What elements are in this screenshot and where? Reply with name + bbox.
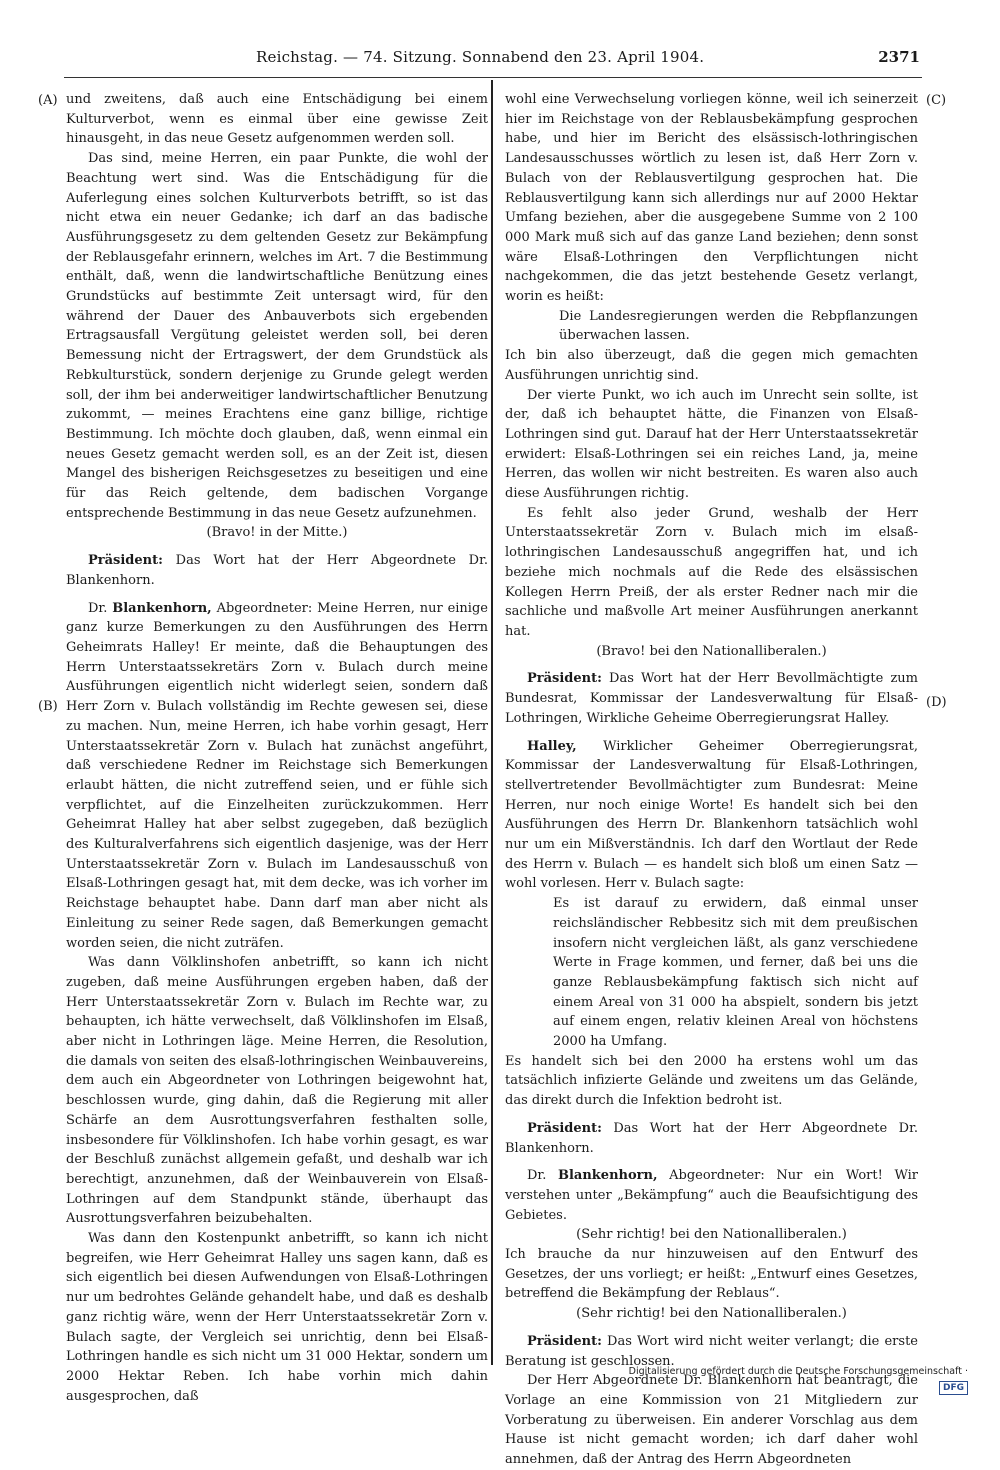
paragraph: [66, 523, 488, 543]
paragraph-text: Ich brauche da nur hinzuweisen auf den Entwurf des Gesetzes, der uns vorliegt; er heißt: „Entwurf eines Gesetzes, betreffend die Bekämpfung der Reblaus“.: [505, 1247, 918, 1302]
speaker-title: Dr.: [88, 600, 113, 616]
paragraph-text: Abgeordneter: Meine Herren, nur einige ganz kurze Bemerkungen zu den Ausführungen des Herrn Geheimrats Halley! Er meinte, daß die Behauptungen des Herrn Unterstaatssekretärs Zorn v. Bulach durch meine Ausführungen eigentlich nicht widerlegt seien, sondern daß Herr Zorn v. Bulach vollständig im Rechte gewesen sei, diese zu machen. Nun, meine Herren, ich habe vorhin gesagt, Herr Unterstaatssekretär Zorn v. Bulach hat zunächst angeführt, daß verschiedene Redner im Reichstage sich Bemerkungen erlaubt hätten, die nicht zutreffend seien, und er fühle sich verpflichtet, auf die Einzelheiten zurückzukommen. Herr Geheimrat Halley hat aber selbst zugegeben, daß bezüglich des Kulturalverfahrens sich eigentlich dasjenige, was der Herr Unterstaatssekretär Zorn v. Bulach im Landesausschuß von Elsaß-Lothringen gesagt hat, mit dem decke, was ich vorher im Reichstage behauptet habe. Dann darf man aber nicht als Einleitung zu seiner Rede sagen, daß Bemerkungen gemacht worden seien, die nicht zuträfen.: [66, 600, 488, 951]
paragraph-text: wohl eine Verwechselung vorliegen könne, weil ich seinerzeit hier im Reichstage von der Reblausbekämpfung gesprochen habe, und hier im Bericht des elsässisch-lothringischen Landesausschusses wörtlich zu lesen ist, daß Herr Zorn v. Bulach von der Reblausvertilgung gesprochen hat. Die Reblausvertilgung kann sich allerdings nur auf 2000 Hektar Umfang beziehen, aber die ausgegebene Summe von 2 100 000 Mark muß sich auf das ganze Land beziehen; denn sonst wäre Elsaß-Lothringen den Verpflichtungen nicht nachgekommen, die das jetzt bestehende Gesetz verlangt, worin es heißt:: [505, 92, 918, 305]
paragraph-text: Das Wort wird nicht weiter verlangt; die erste Beratung ist geschlossen.: [505, 1333, 918, 1369]
left-column: [66, 90, 488, 1406]
paragraph-text: Was dann den Kostenpunkt anbetrifft, so kann ich nicht begreifen, wie Herr Geheimrat Halley uns sagen kann, daß es sich eigentlich bei diesen Aufwendungen von Elsaß-Lothringen nur um bedrohtes Gelände gehandelt habe, und daß es deshalb ganz richtig wäre, wenn der Herr Unterstaatssekretär Zorn v. Bulach sagte, der Vergleich sei unrichtig, denn bei Elsaß-Lothringen handle es sich nicht um 31 000 Hektar, sondern um 2000 Hektar Reben. Ich habe vorhin mich dahin ausgesprochen, daß: [66, 1231, 488, 1404]
paragraph: [505, 90, 918, 307]
page-header: [64, 44, 922, 70]
paragraph: [66, 149, 488, 523]
page-number: 2371: [878, 48, 920, 66]
paragraph-text: Es ist darauf zu erwidern, daß einmal unser reichsländischer Rebbesitz sich mit dem preußischen insofern nicht vergleichen läßt, als ganz verschiedene Werte in Frage kommen, und ferner, daß bei uns die ganze Reblausbekämpfung faktisch sich nicht auf einem Areal von 31 000 ha abspielt, sondern bis jetzt auf einem engen, relativ kleinen Areal von höchstens 2000 ha Umfang.: [553, 896, 918, 1050]
paragraph: [66, 599, 488, 954]
paragraph-text: Abgeordneter: Nur ein Wort! Wir verstehen unter „Bekämpfung“ auch die Beaufsichtigung des Gebietes.: [505, 1168, 918, 1223]
paragraph-text: (Sehr richtig! bei den Nationalliberalen.): [576, 1306, 847, 1322]
paragraph-text: Der Herr Abgeordnete Dr. Blankenhorn hat beantragt, die Vorlage an eine Kommission von 21 Mitgliedern zur Vorberatung zu überweisen. Ein anderer Vorschlag aus dem Hause ist nicht gemacht worden; ich darf daher wohl annehmen, daß der Antrag des Herrn Abgeordneten: [505, 1373, 918, 1468]
right-column: [505, 90, 918, 1470]
paragraph: [505, 642, 918, 662]
margin-marker-c: (C): [926, 93, 947, 108]
speaker-name: Halley,: [527, 738, 577, 754]
header-rule: [64, 77, 922, 78]
paragraph-text: Es handelt sich bei den 2000 ha erstens wohl um das tatsächlich infizierte Gelände und zweitens um das Gelände, das direkt durch die Infektion bedroht ist.: [505, 1053, 918, 1109]
paragraph-text: Der vierte Punkt, wo ich auch im Unrecht sein sollte, ist der, daß ich behauptet hätte, die Finanzen von Elsaß-Lothringen sind gut. Darauf hat der Herr Unterstaatssekretär erwidert: Elsaß-Lothringen sei ein reiches Land, ja, meine Herren, das wollen wir nicht bestreiten. Es waren also auch diese Ausführungen richtig.: [505, 387, 918, 502]
page-footer: Digitalisierung gefördert durch die Deutsche Forschungsgemeinschaft · DFG: [628, 1366, 968, 1393]
speaker-name: Blankenhorn,: [557, 1168, 658, 1184]
paragraph: [505, 386, 918, 504]
paragraph: [505, 1119, 918, 1158]
paragraph: [66, 551, 488, 590]
paragraph: [505, 737, 918, 895]
paragraph: [505, 504, 918, 642]
paragraph: [505, 1166, 918, 1225]
paragraph: [66, 90, 488, 149]
speaker-name: Präsident:: [527, 1333, 602, 1349]
margin-marker-a: (A): [38, 93, 58, 108]
paragraph-text: Das Wort hat der Herr Abgeordnete Dr. Blankenhorn.: [505, 1120, 918, 1156]
paragraph: [505, 1052, 918, 1111]
paragraph: [505, 1304, 918, 1324]
paragraph-text: Ich bin also überzeugt, daß die gegen mich gemachten Ausführungen unrichtig sind.: [505, 348, 918, 383]
dfg-logo: DFG: [939, 1381, 968, 1395]
column-divider: [491, 80, 493, 1365]
paragraph: [66, 1229, 488, 1406]
paragraph: [66, 953, 488, 1229]
paragraph-text: Es fehlt also jeder Grund, weshalb der Herr Unterstaatssekretär Zorn v. Bulach mich im elsaß-lothringischen Landesausschuß angegriffen hat, und ich beziehe mich nochmals auf die Rede des elsässischen Kollegen Herrn Preiß, der als erster Redner nach mir die sachliche und maßvolle Art meiner Ausführungen anerkannt hat.: [505, 505, 918, 639]
paragraph: [505, 669, 918, 728]
paragraph-text: (Sehr richtig! bei den Nationalliberalen.): [576, 1227, 847, 1243]
margin-marker-d: (D): [926, 695, 947, 710]
speaker-name: Blankenhorn,: [112, 600, 212, 616]
paragraph-text: Wirklicher Geheimer Oberregierungsrat, Kommissar der Landesverwaltung für Elsaß-Lothringen, stellvertretender Bevollmächtigter zum Bundesrat: Meine Herren, nur noch einige Worte! Es handelt sich bei den Ausführungen des Herrn Dr. Blankenhorn tatsächlich wohl nur um ein Mißverständnis. Ich darf den Wortlaut der Rede des Herrn v. Bulach — es handelt sich bloß um einen Satz — wohl vorlesen. Herr v. Bulach sagte:: [505, 738, 918, 892]
paragraph: [505, 1225, 918, 1245]
paragraph: [553, 894, 918, 1052]
paragraph-text: (Bravo! in der Mitte.): [206, 525, 348, 541]
paragraph-text: Die Landesregierungen werden die Rebpflanzungen überwachen lassen.: [559, 308, 918, 344]
paragraph: [505, 1371, 918, 1470]
paragraph-text: und zweitens, daß auch eine Entschädigung bei einem Kulturverbot, wenn es einmal über eine gewisse Zeit hinausgeht, in das neue Gesetz aufgenommen werden soll.: [66, 92, 488, 147]
margin-marker-b: (B): [38, 699, 58, 714]
footer-credit: Digitalisierung gefördert durch die Deutsche Forschungsgemeinschaft: [628, 1366, 962, 1377]
paragraph-text: Das Wort hat der Herr Abgeordnete Dr. Blankenhorn.: [66, 553, 488, 588]
paragraph-text: Das Wort hat der Herr Bevollmächtigte zum Bundesrat, Kommissar der Landesverwaltung für Elsaß-Lothringen, Wirkliche Geheime Oberregierungsrat Halley.: [505, 671, 918, 726]
paragraph: [559, 307, 918, 346]
speaker-name: Präsident:: [88, 553, 163, 569]
speaker-name: Präsident:: [527, 1120, 602, 1136]
speaker-name: Präsident:: [527, 671, 602, 687]
speaker-title: Dr.: [527, 1168, 558, 1184]
paragraph-text: Was dann Völklinshofen anbetrifft, so kann ich nicht zugeben, daß meine Ausführungen ergeben haben, daß der Herr Unterstaatssekretär Zorn v. Bulach im Rechte war, zu behaupten, ich hätte verwechselt, daß Völklinshofen im Elsaß, aber nicht in Lothringen läge. Meine Herren, die Resolution, die damals von seiten des elsaß-lothringischen Weinbauvereins, dem auch ein Abgeordneter von Lothringen beigewohnt hat, beschlossen wurde, ging dahin, daß die Regierung mit aller Schärfe an dem Ausrottungsverfahren festhalten solle, insbesondere für Völklinshofen. Ich habe vorhin gesagt, es war der Beschluß zunächst allgemein gefaßt, und deshalb war ich berechtigt, anzunehmen, daß der Weinbauverein von Elsaß-Lothringen auf dem Standpunkt stände, überhaupt das Ausrottungsverfahren beizubehalten.: [66, 955, 488, 1227]
running-head: Reichstag. — 74. Sitzung. Sonnabend den 23. April 1904.: [256, 48, 705, 66]
paragraph: [505, 1245, 918, 1304]
paragraph-text: Das sind, meine Herren, ein paar Punkte, die wohl der Beachtung wert sind. Was die Entschädigung für die Auferlegung eines solchen Kulturverbots betrifft, so ist das nicht etwa ein neuer Gedanke; ich darf an das badische Ausführungsgesetz zu dem geltenden Gesetz zur Bekämpfung der Reblausgefahr erinnern, welches im Art. 7 die Bestimmung enthält, daß, wenn die landwirtschaftliche Benützung eines Grundstücks auf bestimmte Zeit untersagt wird, für den während der Dauer des Anbauverbots sich ergebenden Ertragsausfall Vergütung geleistet werden soll, bei deren Bemessung nicht der Ertragswert, der dem Grundstück als Rebkulturstück, sondern derjenige zu Grunde gelegt werden soll, der ihm bei anderweitiger landwirtschaftlicher Benutzung zukommt, — meines Erachtens eine ganz billige, richtige Bestimmung. Ich möchte doch glauben, daß, wenn einmal ein neues Gesetz gemacht werden soll, es an der Zeit ist, diesen Mangel des bisherigen Reichsgesetzes zu beseitigen und eine für das Reich geltende, dem badischen Vorgange entsprechende Bestimmung in das neue Gesetz aufzunehmen.: [66, 151, 488, 521]
paragraph: [505, 346, 918, 385]
paragraph-text: (Bravo! bei den Nationalliberalen.): [596, 643, 827, 659]
